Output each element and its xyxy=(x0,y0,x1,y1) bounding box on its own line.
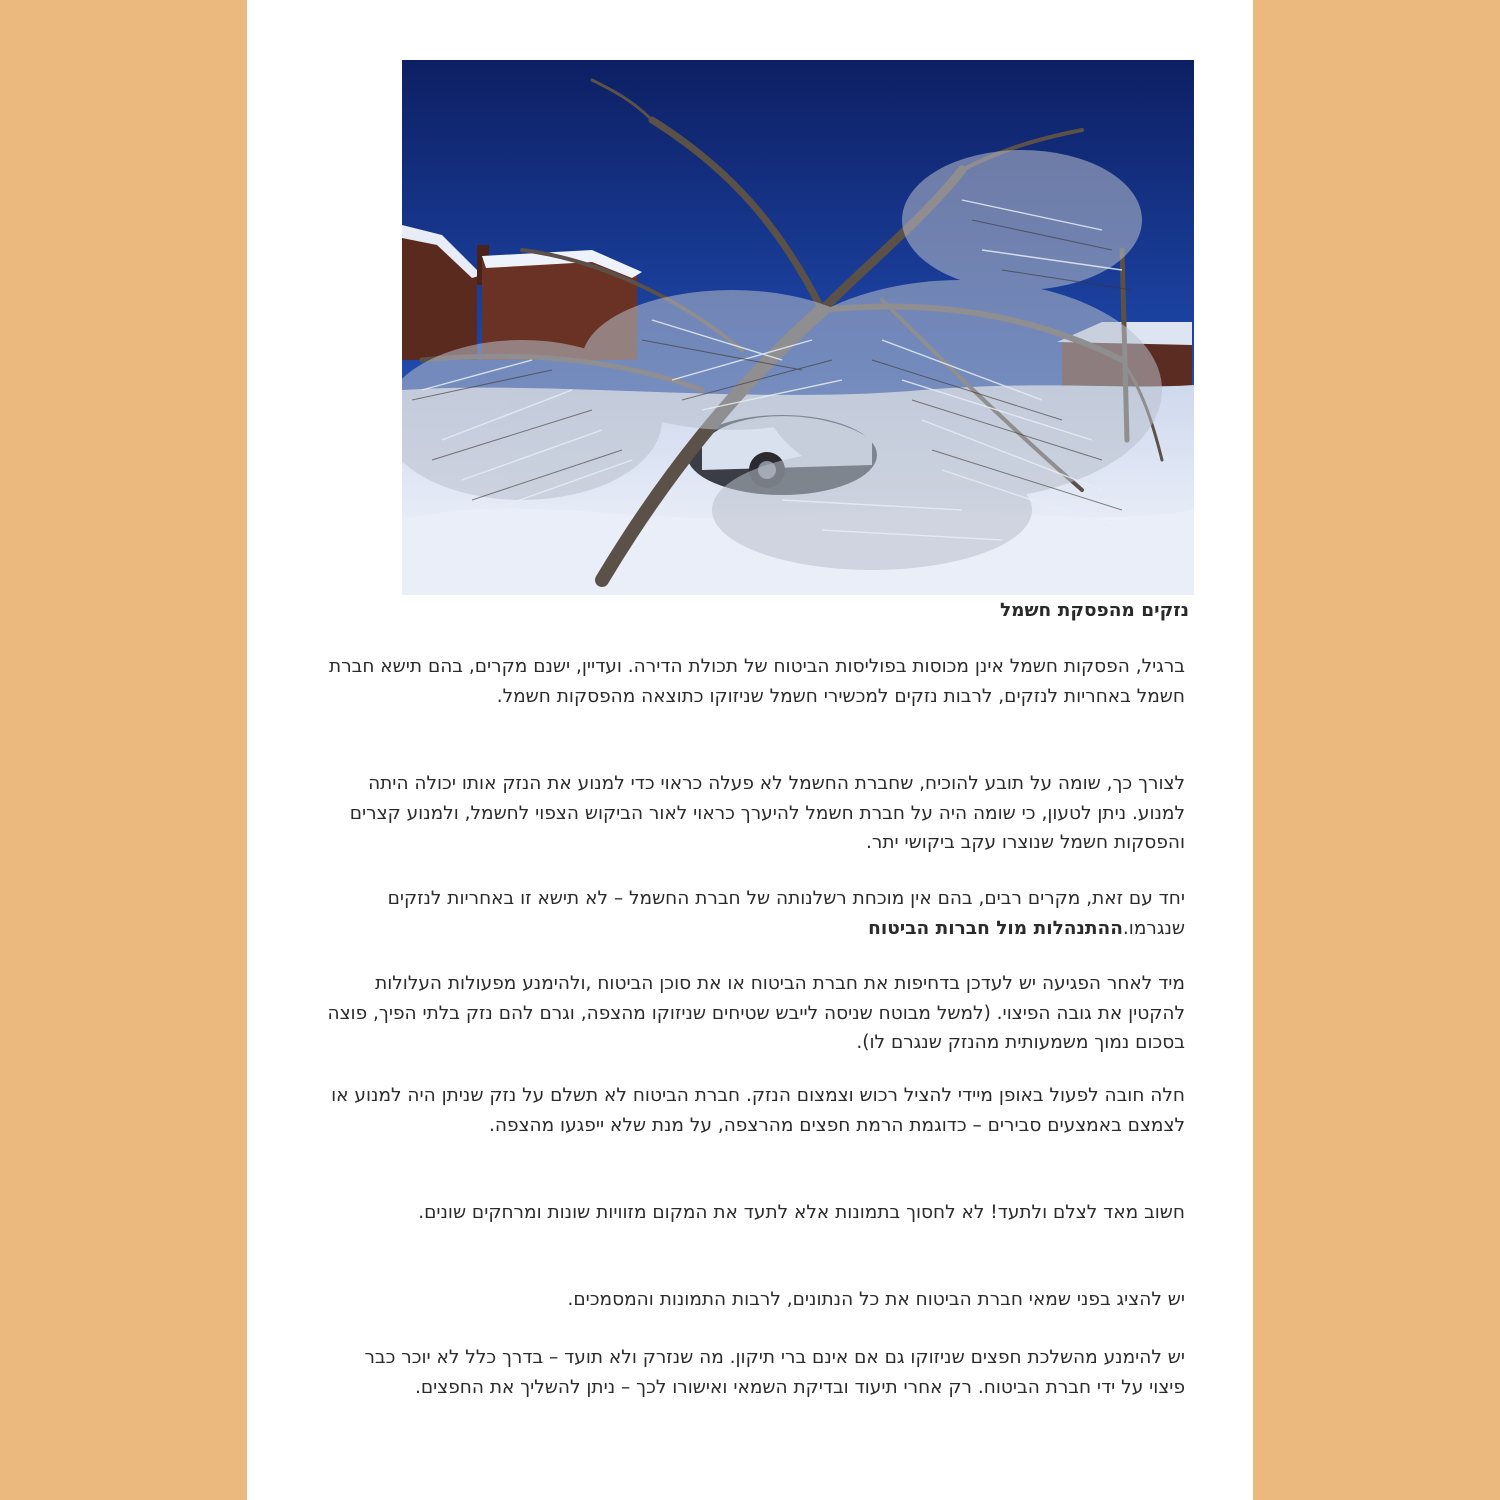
paragraph-4: מיד לאחר הפגיעה יש לעדכן בדחיפות את חברת הביטוח או את סוכן הביטוח ,ולהימנע מפעולות העלולות להקטין את גובה הפיצוי. (למשל מבוטח שניסה לייבש שטיחים שניזוקו מהצפה, וגרם להם נזק בלתי הפיך, פוצה בסכום נמוך משמעותית מהנזק שנגרם לו). xyxy=(327,973,1185,1053)
document-page xyxy=(247,0,1253,1500)
paragraph-3 xyxy=(325,884,1185,943)
paragraph-2: לצורך כך, שומה על תובע להוכיח, שחברת החשמל לא פעלה כראוי כדי למנוע את הנזק אותו יכולה היתה למנוע. ניתן לטעון, כי שומה היה על חברת חשמל להיערך כראוי לאור הביקוש הצפוי לחשמל, ולמנוע קצרים והפסקות חשמל שנוצרו עקב ביקושי יתר. xyxy=(349,773,1185,853)
paragraph-7: יש להציג בפני שמאי חברת הביטוח את כל הנתונים, לרבות התמונות והמסמכים. xyxy=(567,1289,1185,1310)
paragraph-8: יש להימנע מהשלכת חפצים שניזוקו גם אם אינם ברי תיקון. מה שנזרק ולא תועד – בדרך כלל לא יוכר כבר פיצוי על ידי חברת הביטוח. רק אחרי תיעוד ובדיקת השמאי ואישורו לכך – ניתן להשליך את החפצים. xyxy=(364,1347,1185,1398)
photo-caption: נזקים מהפסקת חשמל xyxy=(999,600,1189,621)
paragraph-5: חלה חובה לפעול באופן מיידי להציל רכוש וצמצום הנזק. חברת הביטוח לא תשלם על נזק שניתן היה למנוע או לצמצם באמצעים סבירים – כדוגמת הרמת חפצים מהרצפה, על מנת שלא ייפגעו מהצפה. xyxy=(331,1085,1185,1136)
paragraph-6: חשוב מאד לצלם ולתעד! לא לחסוך בתמונות אלא לתעד את המקום מזוויות שונות ומרחקים שונים. xyxy=(418,1202,1185,1223)
paragraph-1: ברגיל, הפסקות חשמל אינן מכוסות בפוליסות הביטוח של תכולת הדירה. ועדיין, ישנם מקרים, בהם תישא חברת חשמל באחריות לנזקים, לרבות נזקים למכשירי חשמל שניזוקו כתוצאה מהפסקות חשמל. xyxy=(329,656,1185,707)
snow-tree-photo xyxy=(402,60,1194,595)
section-heading-insurance: ההתנהלות מול חברות הביטוח xyxy=(868,917,1123,939)
paragraph-3-text: יחד עם זאת, מקרים רבים, בהם אין מוכחת רשלנותה של חברת החשמל – לא תישא זו באחריות לנזקים שנגרמו. xyxy=(387,888,1185,939)
